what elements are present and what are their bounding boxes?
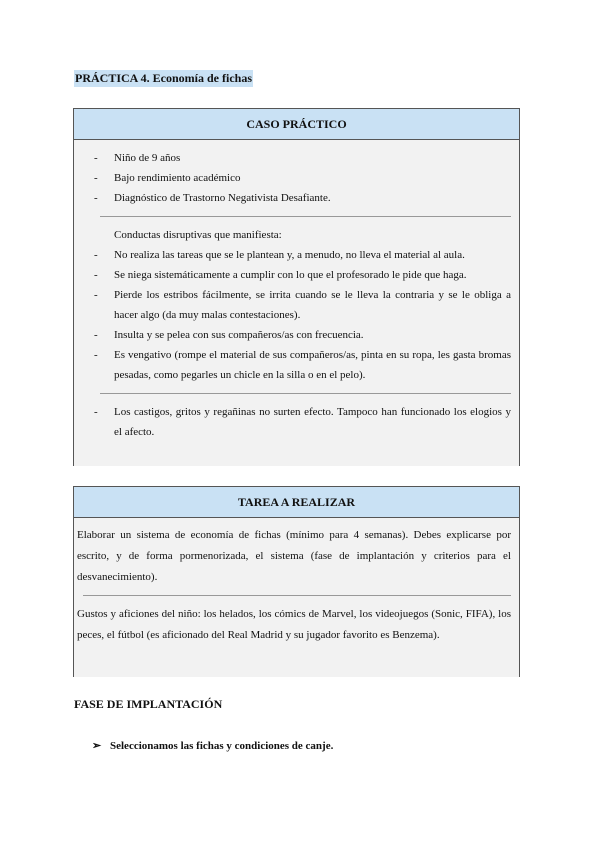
list-item: - Insulta y se pelea con sus compañeros/as con frecuencia. — [94, 325, 511, 345]
conductas-list — [94, 245, 511, 385]
caso-practico-body — [74, 140, 519, 466]
list-item: - Pierde los estribos fácilmente, se irrita cuando se le lleva la contraria y se le obliga a hacer algo (da muy malas contestaciones). — [94, 285, 511, 325]
tarea-body — [74, 518, 519, 677]
list-item: - Los castigos, gritos y regañinas no surten efecto. Tampoco han funcionado los elogios y el afecto. — [94, 402, 511, 442]
gustos-paragraph: Gustos y aficiones del niño: los helados, los cómics de Marvel, los videojuegos (Sonic, FIFA), los peces, el fútbol (es aficionado del Real Madrid y su jugador favorito es Benzema). — [77, 608, 511, 641]
final-list — [94, 402, 511, 442]
list-item: - Se niega sistemáticamente a cumplir con lo que el profesorado le pide que haga. — [94, 265, 511, 285]
list-item: - Bajo rendimiento académico — [94, 168, 511, 188]
caso-practico-heading: CASO PRÁCTICO — [74, 109, 519, 140]
facts-list — [94, 148, 511, 208]
list-item: - No realiza las tareas que se le plantean y, a menudo, no lleva el material al aula. — [94, 245, 511, 265]
divider — [100, 216, 511, 217]
divider — [100, 393, 511, 394]
list-item: - Niño de 9 años — [94, 148, 511, 168]
tarea-paragraph: Elaborar un sistema de economía de fichas (mínimo para 4 semanas). Debes explicarse por escrito, y de forma pormenorizada, el sistema (fase de implantación y criterios para el desvanecimiento). — [77, 529, 511, 583]
tarea-heading: TAREA A REALIZAR — [74, 487, 519, 518]
section-heading: FASE DE IMPLANTACIÓN — [74, 697, 223, 711]
caso-practico-box — [73, 108, 520, 466]
tarea-box — [73, 486, 520, 677]
conductas-label: Conductas disruptivas que manifiesta: — [114, 229, 282, 241]
arrow-bullet-icon: ➢ — [92, 740, 102, 752]
list-item: - Es vengativo (rompe el material de sus compañeros/as, pinta en su ropa, les gasta bromas pesadas, como pegarles un chicle en la silla o en el pelo). — [94, 345, 511, 385]
divider — [83, 595, 511, 596]
page-title: PRÁCTICA 4. Economía de fichas — [75, 71, 253, 85]
list-item: - Diagnóstico de Trastorno Negativista Desafiante. — [94, 188, 511, 208]
bullet-text: Seleccionamos las fichas y condiciones de canje. — [110, 740, 334, 752]
bullet-item — [92, 739, 333, 752]
